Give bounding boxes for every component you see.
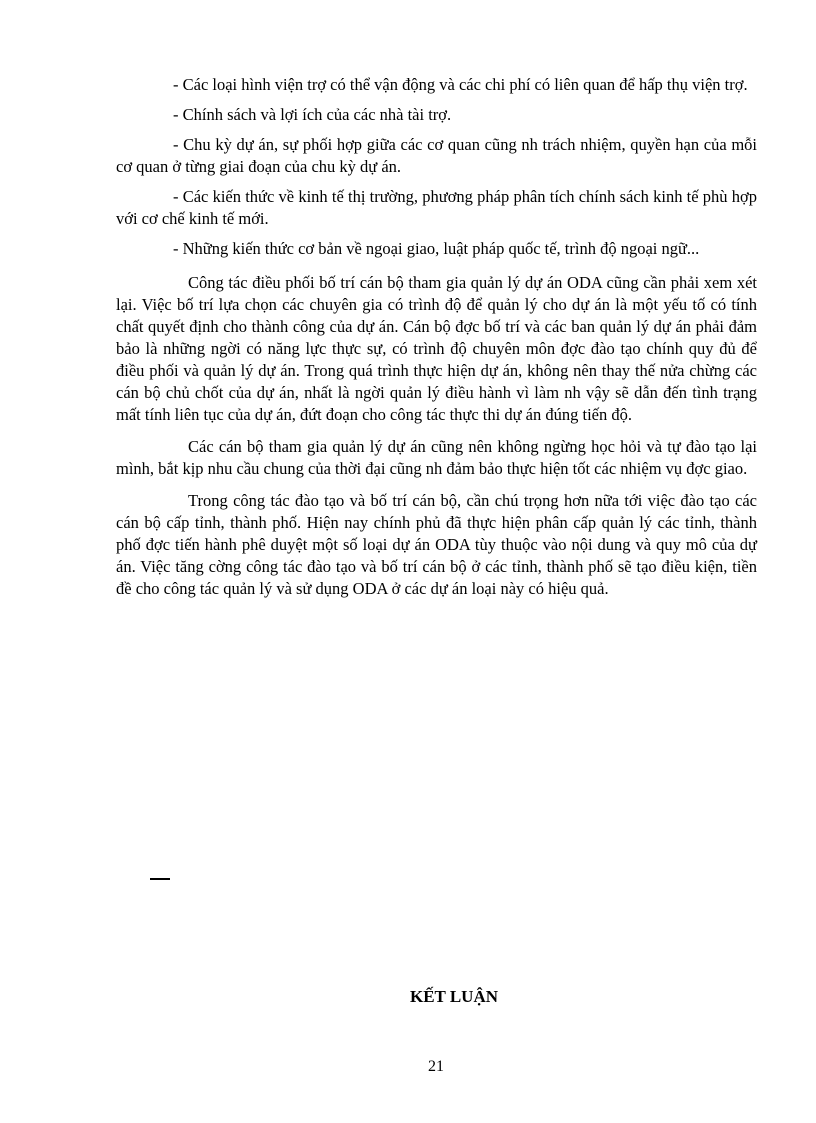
page-number: 21 xyxy=(428,1058,444,1075)
paragraph-provincial-training: Trong công tác đào tạo và bố trí cán bộ, cần chú trọng hơn nữa tới việc đào tạo các cán bộ cấp tỉnh, thành phố. Hiện nay chính phủ đã thực hiện phân cấp quản lý các tỉnh, thành phố đợc tiến hành phê duyệt một số loại dự án ODA tùy thuộc vào nội dung và quy mô của dự án. Việc tăng cờng công tác đào tạo và bố trí cán bộ ở các tỉnh, thành phố sẽ tạo điều kiện, tiền đề cho công tác quản lý và sử dụng ODA ở các dự án loại này có hiệu quả. xyxy=(116,491,757,598)
dash-mark xyxy=(150,878,170,880)
bullet-item-diplomacy: - Những kiến thức cơ bản về ngoại giao, luật pháp quốc tế, trình độ ngoại ngữ... xyxy=(173,239,700,258)
bullet-item-aid-types: - Các loại hình viện trợ có thể vận động và các chi phí có liên quan để hấp thụ viện trợ. xyxy=(173,75,748,94)
bullet-item-market-economy: - Các kiến thức về kinh tế thị trường, phương pháp phân tích chính sách kinh tế phù hợp với cơ chế kinh tế mới. xyxy=(116,187,757,228)
section-heading: KẾT LUẬN xyxy=(409,987,498,1006)
paragraph-staff-learning: Các cán bộ tham gia quản lý dự án cũng nên không ngừng học hỏi và tự đào tạo lại mình, bắt kịp nhu cầu chung của thời đại cũng nh đảm bảo thực hiện tốt các nhiệm vụ đợc giao. xyxy=(116,437,757,478)
paragraph-staff-coordination: Công tác điều phối bố trí cán bộ tham gia quản lý dự án ODA cũng cần phải xem xét lại. Việc bố trí lựa chọn các chuyên gia có trình độ để quản lý cho dự án là một yếu tố có tính chất quyết định cho thành công của dự án. Cán bộ đợc bố trí và các ban quản lý dự án phải đảm bảo là những ngời có năng lực thực sự, có trình độ chuyên môn đợc đào tạo chính quy đủ để điều phối và quản lý dự án. Trong quá trình thực hiện dự án, không nên thay thế nửa chừng các cán bộ chủ chốt của dự án, nhất là ngời quản lý điều hành vì làm nh vậy sẽ dẫn đến tình trạng mất tính liên tục của dự án, đứt đoạn cho công tác thực thi dự án đúng tiến độ. xyxy=(116,273,757,424)
bullet-item-donor-policy: - Chính sách và lợi ích của các nhà tài trợ. xyxy=(173,105,452,124)
body-text xyxy=(116,74,757,610)
bullet-item-project-cycle: - Chu kỳ dự án, sự phối hợp giữa các cơ quan cũng nh trách nhiệm, quyền hạn của mỗi cơ quan ở từng giai đoạn của chu kỳ dự án. xyxy=(116,135,757,176)
